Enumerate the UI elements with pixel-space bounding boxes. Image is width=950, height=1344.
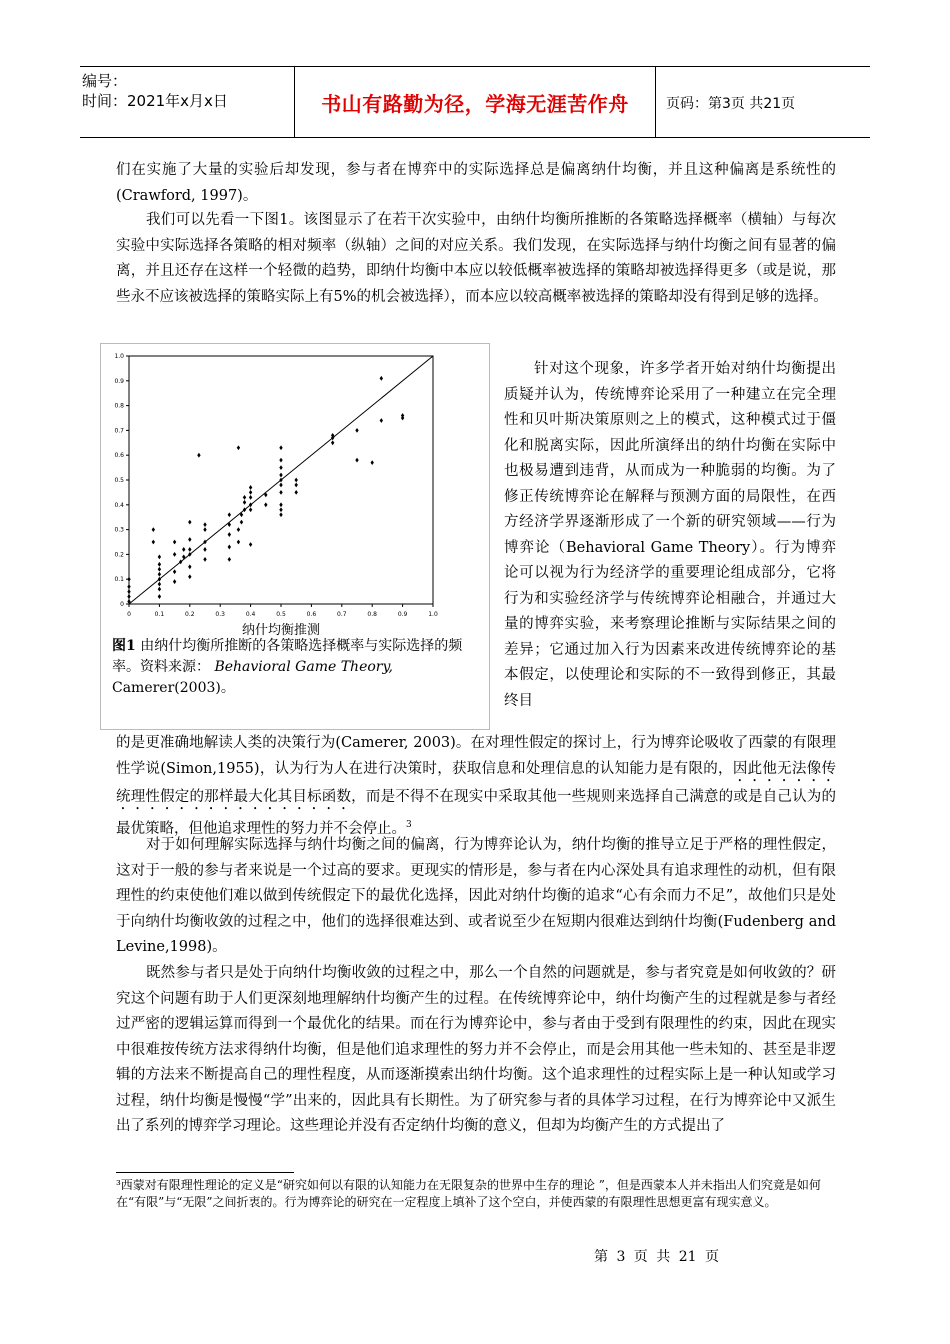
data-point (127, 584, 130, 589)
data-point (228, 512, 231, 517)
data-point (228, 545, 231, 550)
y-tick-label: 0.1 (114, 576, 124, 584)
y-tick-label: 0.2 (114, 551, 124, 559)
data-point (127, 594, 130, 599)
data-point (279, 458, 282, 463)
page-header (80, 66, 870, 138)
data-point (158, 594, 161, 599)
data-point (331, 440, 334, 445)
data-point (249, 502, 252, 507)
data-point (279, 507, 282, 512)
header-page-label: 页码：第3页 共21页 (666, 96, 796, 112)
data-point (228, 557, 231, 562)
data-point (228, 532, 231, 537)
data-point (243, 495, 246, 500)
x-tick-label: 0 (127, 611, 131, 618)
paragraph-3-end: ，而是不得不在现实中采取其他一些规则来选择自己满意的或是自己认为的最优策略，但他追求理性的努力并不会停止。 (116, 788, 837, 837)
data-point (243, 507, 246, 512)
data-point (380, 418, 383, 423)
side-paragraph: 针对这个现象，许多学者开始对纳什均衡提出质疑并认为，传统博弈论采用了一种建立在完全理性和贝叶斯决策原则之上的模式，这种模式过于僵化和脱离实际，因此所演绎出的纳什均衡在实际中也极易遭到违背，从而成为一种脆弱的均衡。为了修正传统博弈论在解释与预测方面的局限性，在西方经济学界逐渐形成了一个新的研究领域——行为博弈论（Behavioral Game Theory）。行为博弈论可以视为行为经济学的重要理论组成部分，它将行为和实验经济学与传统博弈论相融合，并通过大量的博弈实验，来考察理论推断与实际结果之间的差异；它通过加入行为因素来改进传统博弈论的基本假定，以使理论和实际的不一致得到修正，其最终目 (504, 361, 836, 709)
data-point (158, 572, 161, 577)
y-tick-label: 0.7 (114, 427, 124, 435)
data-point (203, 540, 206, 545)
y-tick-label: 0.4 (114, 501, 124, 509)
data-point (279, 478, 282, 483)
x-tick-label: 0.7 (337, 611, 347, 618)
data-point (203, 522, 206, 527)
data-point (279, 502, 282, 507)
data-point (158, 562, 161, 567)
figure-caption-text: 由纳什均衡所推断的各策略选择概率与实际选择的频率。资料来源： (112, 638, 463, 675)
y-tick-label: 0.9 (114, 377, 124, 385)
figure-caption-label: 图1 (112, 638, 136, 654)
data-point (249, 542, 252, 547)
x-tick-label: 0.6 (306, 611, 317, 618)
data-point (249, 507, 252, 512)
data-point (188, 574, 191, 579)
data-point (188, 564, 191, 569)
data-point (127, 577, 130, 582)
x-tick-label: 0.5 (276, 611, 286, 618)
figure-caption (112, 636, 480, 699)
data-point (279, 445, 282, 450)
paragraph-3 (116, 731, 836, 842)
x-axis-label: 纳什均衡推测 (241, 623, 321, 638)
data-point (371, 460, 374, 465)
data-point (182, 547, 185, 552)
x-tick-label: 0.2 (185, 611, 195, 618)
paragraph-2: 我们可以先看一下图1。该图显示了在若干次实验中，由纳什均衡所推断的各策略选择概率（横轴）与每次实验中实际选择各策略的相对频率（纵轴）之间的对应关系。我们发现，在实际选择与纳什均衡之间有显著的偏离，并且还存在这样一个轻微的趋势，即纳什均衡中本应以较低概率被选择的策略却被选择得更多（或是说，那些永不应该被选择的策略实际上有5%的机会被选择），而本应以较高概率被选择的策略却没有得到足够的选择。 (116, 212, 836, 305)
footnote-divider (116, 1172, 294, 1173)
x-tick-label: 0.3 (215, 611, 225, 618)
data-point (279, 483, 282, 488)
x-tick-label: 0.1 (154, 611, 165, 618)
data-point (203, 547, 206, 552)
y-tick-label: 0 (120, 601, 124, 608)
data-point (152, 540, 155, 545)
data-point (249, 495, 252, 500)
data-point (295, 483, 298, 488)
data-point (158, 577, 161, 582)
figure-caption-source: Behavioral Game Theory, (214, 659, 393, 675)
data-point (279, 490, 282, 495)
data-point (380, 376, 383, 381)
paragraph-1: 们在实施了大量的实验后却发现，参与者在博弈中的实际选择总是偏离纳什均衡，并且这种偏离是系统性的(Crawford, 1997)。 (116, 162, 836, 204)
data-point (127, 589, 130, 594)
data-point (401, 413, 404, 418)
data-point (152, 527, 155, 532)
data-point (264, 502, 267, 507)
data-point (279, 473, 282, 478)
data-point (279, 465, 282, 470)
x-tick-label: 0.4 (245, 611, 256, 618)
data-point (158, 567, 161, 572)
data-point (188, 520, 191, 525)
footnote-ref: 3 (406, 819, 412, 830)
data-point (295, 478, 298, 483)
page-footer: 第 3 页 共 21 页 (594, 1249, 719, 1265)
scatter-chart (101, 344, 489, 644)
data-point (240, 520, 243, 525)
data-point (355, 428, 358, 433)
data-point (249, 485, 252, 490)
data-point (237, 527, 240, 532)
x-tick-label: 0.8 (367, 611, 377, 618)
data-point (173, 540, 176, 545)
paragraph-5: 既然参与者只是处于向纳什均衡收敛的过程之中，那么一个自然的问题就是，参与者究竟是如何收敛的？研究这个问题有助于人们更深刻地理解纳什均衡产生的过程。在传统博弈论中，纳什均衡产生的过程就是参与者经过严密的逻辑运算而得到一个最优化的结果。而在行为博弈论中，参与者由于受到有限理性的约束，因此在现实中很难按传统方法求得纳什均衡，但是他们追求理性的努力并不会停止，而是会用其他一些未知的、甚至是非逻辑的方法来不断提高自己的理性程度，从而逐渐摸索出纳什均衡。这个追求理性的过程实际上是一种认知或学习过程，纳什均衡是慢慢“学”出来的，因此具有长期性。为了研究参与者的具体学习过程，在行为博弈论中又派生出了系列的博弈学习理论。这些理论并没有否定纳什均衡的意义，但却为均衡产生的方式提出了 (116, 965, 836, 1134)
paragraph-3-emphasis: 因此他无法像传统理性假定的那样最大化其目标函数 (116, 760, 836, 805)
data-point (237, 540, 240, 545)
y-tick-label: 0.8 (114, 402, 124, 410)
paragraph-3-start: 的是更准确地解读人类的决策行为(Camerer, 2003)。在对理性假定的探讨上，行为博弈论吸收了西蒙的有限理性学说(Simon,1955)，认为行为人在进行决策时，获取信息和处理信息的认知能力是有限的， (116, 735, 836, 777)
x-tick-label: 0.9 (397, 611, 408, 618)
data-point (158, 582, 161, 587)
data-point (188, 547, 191, 552)
doc-date-label: 时间：2021年x月x日 (82, 92, 228, 110)
footnote: ³西蒙对有限理性理论的定义是“研究如何以有限的认知能力在无限复杂的世界中生存的理论 ”，但是西蒙本人并未指出人们究竟是如何在“有限”与“无限”之间折衷的。行为博弈论的研究在一定程度上填补了这个空白，并使西蒙的有限理性思想更富有现实意义。 (116, 1178, 821, 1209)
data-point (203, 557, 206, 562)
data-point (158, 587, 161, 592)
header-meta (82, 71, 228, 111)
data-point (279, 512, 282, 517)
data-point (173, 569, 176, 574)
data-point (188, 537, 191, 542)
x-tick-label: 1.0 (428, 611, 438, 618)
y-tick-label: 0.3 (114, 526, 124, 534)
paragraph-4: 对于如何理解实际选择与纳什均衡之间的偏离，行为博弈论认为，纳什均衡的推导立足于严格的理性假定，这对于一般的参与者来说是一个过高的要求。更现实的情形是，参与者在内心深处具有追求理性的动机，但有限理性的约束使他们难以做到传统假定下的最优化选择，因此对纳什均衡的追求“心有余而力不足”，故他们只是处于向纳什均衡收敛的过程之中，他们的选择很难达到、或者说至少在短期内很难达到纳什均衡(Fudenberg and Levine,1998)。 (116, 837, 836, 955)
data-point (158, 554, 161, 559)
data-point (243, 500, 246, 505)
doc-number-label: 编号： (82, 72, 128, 90)
data-point (188, 552, 191, 557)
y-tick-label: 0.5 (114, 477, 124, 484)
data-point (179, 559, 182, 564)
header-motto: 书山有路勤为径，学海无涯苦作舟 (321, 91, 629, 116)
data-point (173, 552, 176, 557)
data-point (203, 527, 206, 532)
header-motto-cell (294, 67, 656, 137)
data-point (249, 490, 252, 495)
data-point (237, 445, 240, 450)
y-tick-label: 0.6 (114, 452, 124, 460)
data-point (173, 579, 176, 584)
y-tick-label: 1.0 (114, 353, 124, 360)
data-point (295, 490, 298, 495)
data-point (355, 458, 358, 463)
data-point (197, 453, 200, 458)
figure-caption-source-tail: Camerer(2003)。 (112, 680, 235, 696)
